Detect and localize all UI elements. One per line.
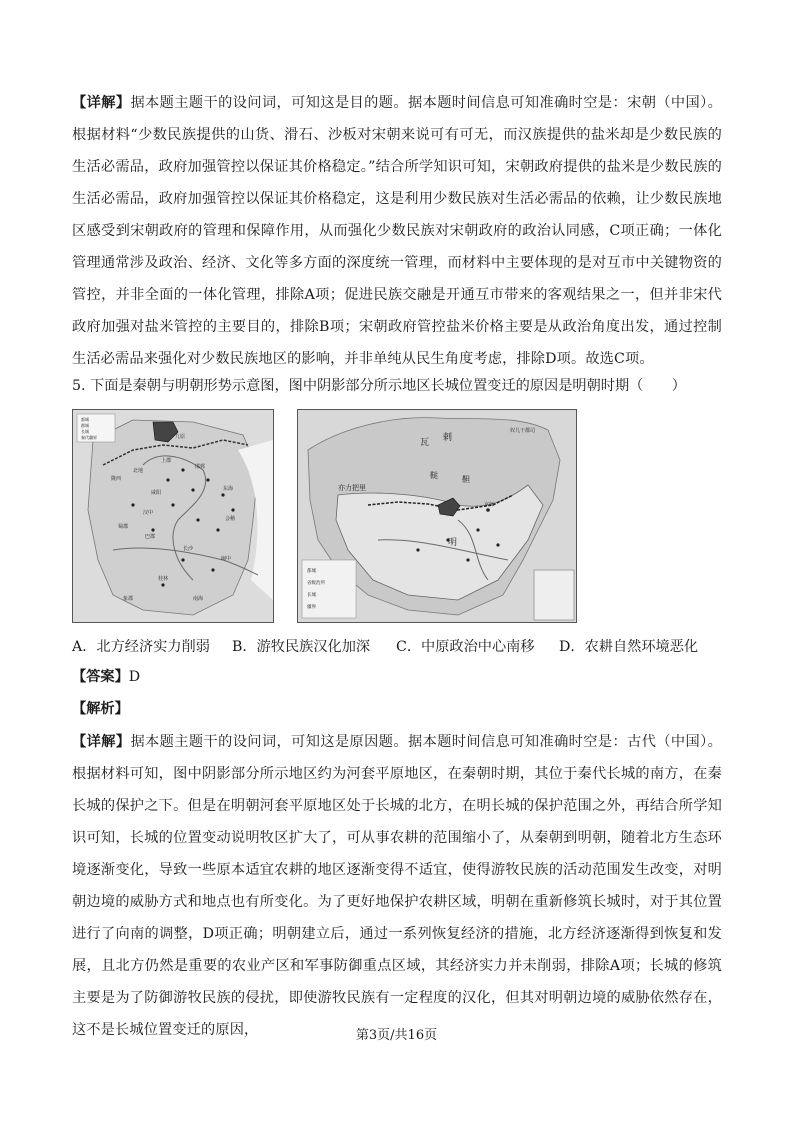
ming-label-ming: 明 — [448, 538, 458, 548]
qin-label-bajun: 巴郡 — [145, 534, 156, 540]
answer-label: 【答案】 — [72, 669, 129, 685]
option-a[interactable]: A．北方经济实力削弱 — [72, 639, 210, 655]
qin-label-guilin: 桂林 — [158, 576, 169, 582]
ming-label-la: 剌 — [443, 433, 453, 443]
ming-map-svg — [298, 410, 576, 622]
qin-legend-1: 都城 — [81, 417, 89, 422]
qin-label-xianyang: 咸阳 — [151, 490, 162, 496]
detail-paragraph-1 — [72, 87, 722, 375]
qin-label-handan: 邯郸 — [195, 464, 206, 470]
qin-label-xiangjun: 象郡 — [123, 596, 134, 602]
qin-label-shangjun: 上郡 — [161, 458, 172, 464]
page-footer: 第3页/共16页 — [355, 1028, 438, 1043]
option-b[interactable]: B．游牧民族汉化加深 — [232, 639, 371, 655]
qin-label-shujun: 蜀郡 — [118, 524, 129, 530]
qin-label-beidi: 北地 — [133, 468, 144, 474]
ming-label-jingshi: 京师 — [484, 502, 495, 508]
detail-label-2: 【详解】 — [72, 734, 131, 750]
qin-map — [72, 409, 274, 623]
ming-label-yili: 亦力把里 — [338, 484, 366, 492]
answer-value: D — [128, 669, 141, 685]
detail-text-2: 据本题主题干的设问词，可知这是原因题。据本题时间信息可知准确时空是：古代（中国）。根据材料可知，图中阴影部分所示地区约为河套平原地区，在秦朝时期，其位于秦代长城的南方，在秦长城的保护之下。但是在明朝河套平原地区处于长城的北方，在明长城的保护范围之外，再结合所学知识可知，长城的位置变动说明牧区扩大了，可从事农耕的范围缩小了，从秦朝到明朝，随着北方生态环境逐渐变化，导致一些原本适宜农耕的地区逐渐变得不适宜，使得游牧民族的活动范围发生改变，对明朝边境的威胁方式和地点也有所变化。为了更好地保护农耕区域，明朝在重新修筑长城时，对于其位置进行了向南的调整，D项正确；明朝建立后，通过一系列恢复经济的措施，北方经济逐渐得到恢复和发展，且北方仍然是重要的农业产区和军事防御重点区域，其经济实力并未削弱，排除A项；长城的修筑主要是为了防御游牧民族的侵扰，即使游牧民族有一定程度的汉化，但其对明朝边境的威胁依然存在，这不是长城位置变迁的原因， — [72, 734, 722, 1038]
ming-label-wa: 瓦 — [420, 438, 430, 448]
ming-label-nuergan: 奴儿干都司 — [510, 428, 536, 434]
ming-legend-1: 都城 — [307, 569, 316, 574]
qin-label-longxi: 陇西 — [111, 476, 122, 482]
analysis-label: 【解析】 — [72, 701, 129, 717]
qin-label-kuaiji: 会稽 — [225, 516, 236, 522]
qin-label-nanhai: 南海 — [193, 596, 204, 602]
ming-legend-2: 省级治所 — [307, 581, 325, 586]
detail-paragraph-2 — [72, 726, 722, 1046]
detail-text: 据本题主题干的设问词，可知这是目的题。据本题时间信息可知准确时空是：宋朝（中国）。根据材料“少数民族提供的山货、滑石、沙板对宋朝来说可有可无，而汉族提供的盐米却是少数民族的生活必需品，政府加强管控以保证其价格稳定。”结合所学知识可知，宋朝政府提供的盐米是少数民族的生活必需品，政府加强管控以保证其价格稳定，这是利用少数民族对生活必需品的依赖，让少数民族地区感受到宋朝政府的管理和保障作用，从而强化少数民族对宋朝政府的政治认同感，C项正确；一体化管理通常涉及政治、经济、文化等多方面的深度统一管理，而材料中主要体现的是对互市中关键物资的管控，并非全面的一体化管理，排除A项；促进民族交融是开通互市带来的客观结果之一，但并非宋代政府加强对盐米管控的主要目的，排除B项；宋朝政府管控盐米价格主要是从政治角度出发，通过控制生活必需品来强化对少数民族地区的影响，并非单纯从民生角度考虑，排除D项。故选C项。 — [72, 95, 722, 367]
ming-label-da: 鞑 — [430, 471, 438, 480]
map-figure — [72, 409, 577, 621]
option-c[interactable]: C．中原政治中心南移 — [396, 639, 535, 655]
qin-label-hanzhong: 汉中 — [143, 510, 154, 516]
ming-legend-4: 疆界 — [307, 605, 316, 610]
qin-label-donghai: 东海 — [223, 486, 234, 492]
qin-label-changsha: 长沙 — [183, 546, 194, 552]
answer-line — [72, 667, 140, 687]
qin-legend-2: 郡城 — [81, 423, 89, 428]
qin-map-svg — [73, 410, 273, 622]
ming-legend-3: 长城 — [307, 593, 316, 598]
qin-legend-3: 长城 — [81, 429, 89, 434]
detail-label: 【详解】 — [72, 95, 131, 111]
ming-label-dan: 靼 — [462, 475, 470, 484]
analysis-heading — [72, 699, 129, 719]
qin-label-jiuyuan: 九原 — [175, 434, 186, 440]
ming-map — [297, 409, 577, 623]
qin-legend-4: 秦代疆界 — [81, 435, 97, 440]
qin-label-minzhong: 闽中 — [221, 556, 232, 562]
option-d[interactable]: D．农耕自然环境恶化 — [559, 639, 699, 655]
question-5: 5. 下面是秦朝与明朝形势示意图，图中阴影部分所示地区长城位置变迁的原因是明朝时期（ ） — [72, 378, 686, 394]
